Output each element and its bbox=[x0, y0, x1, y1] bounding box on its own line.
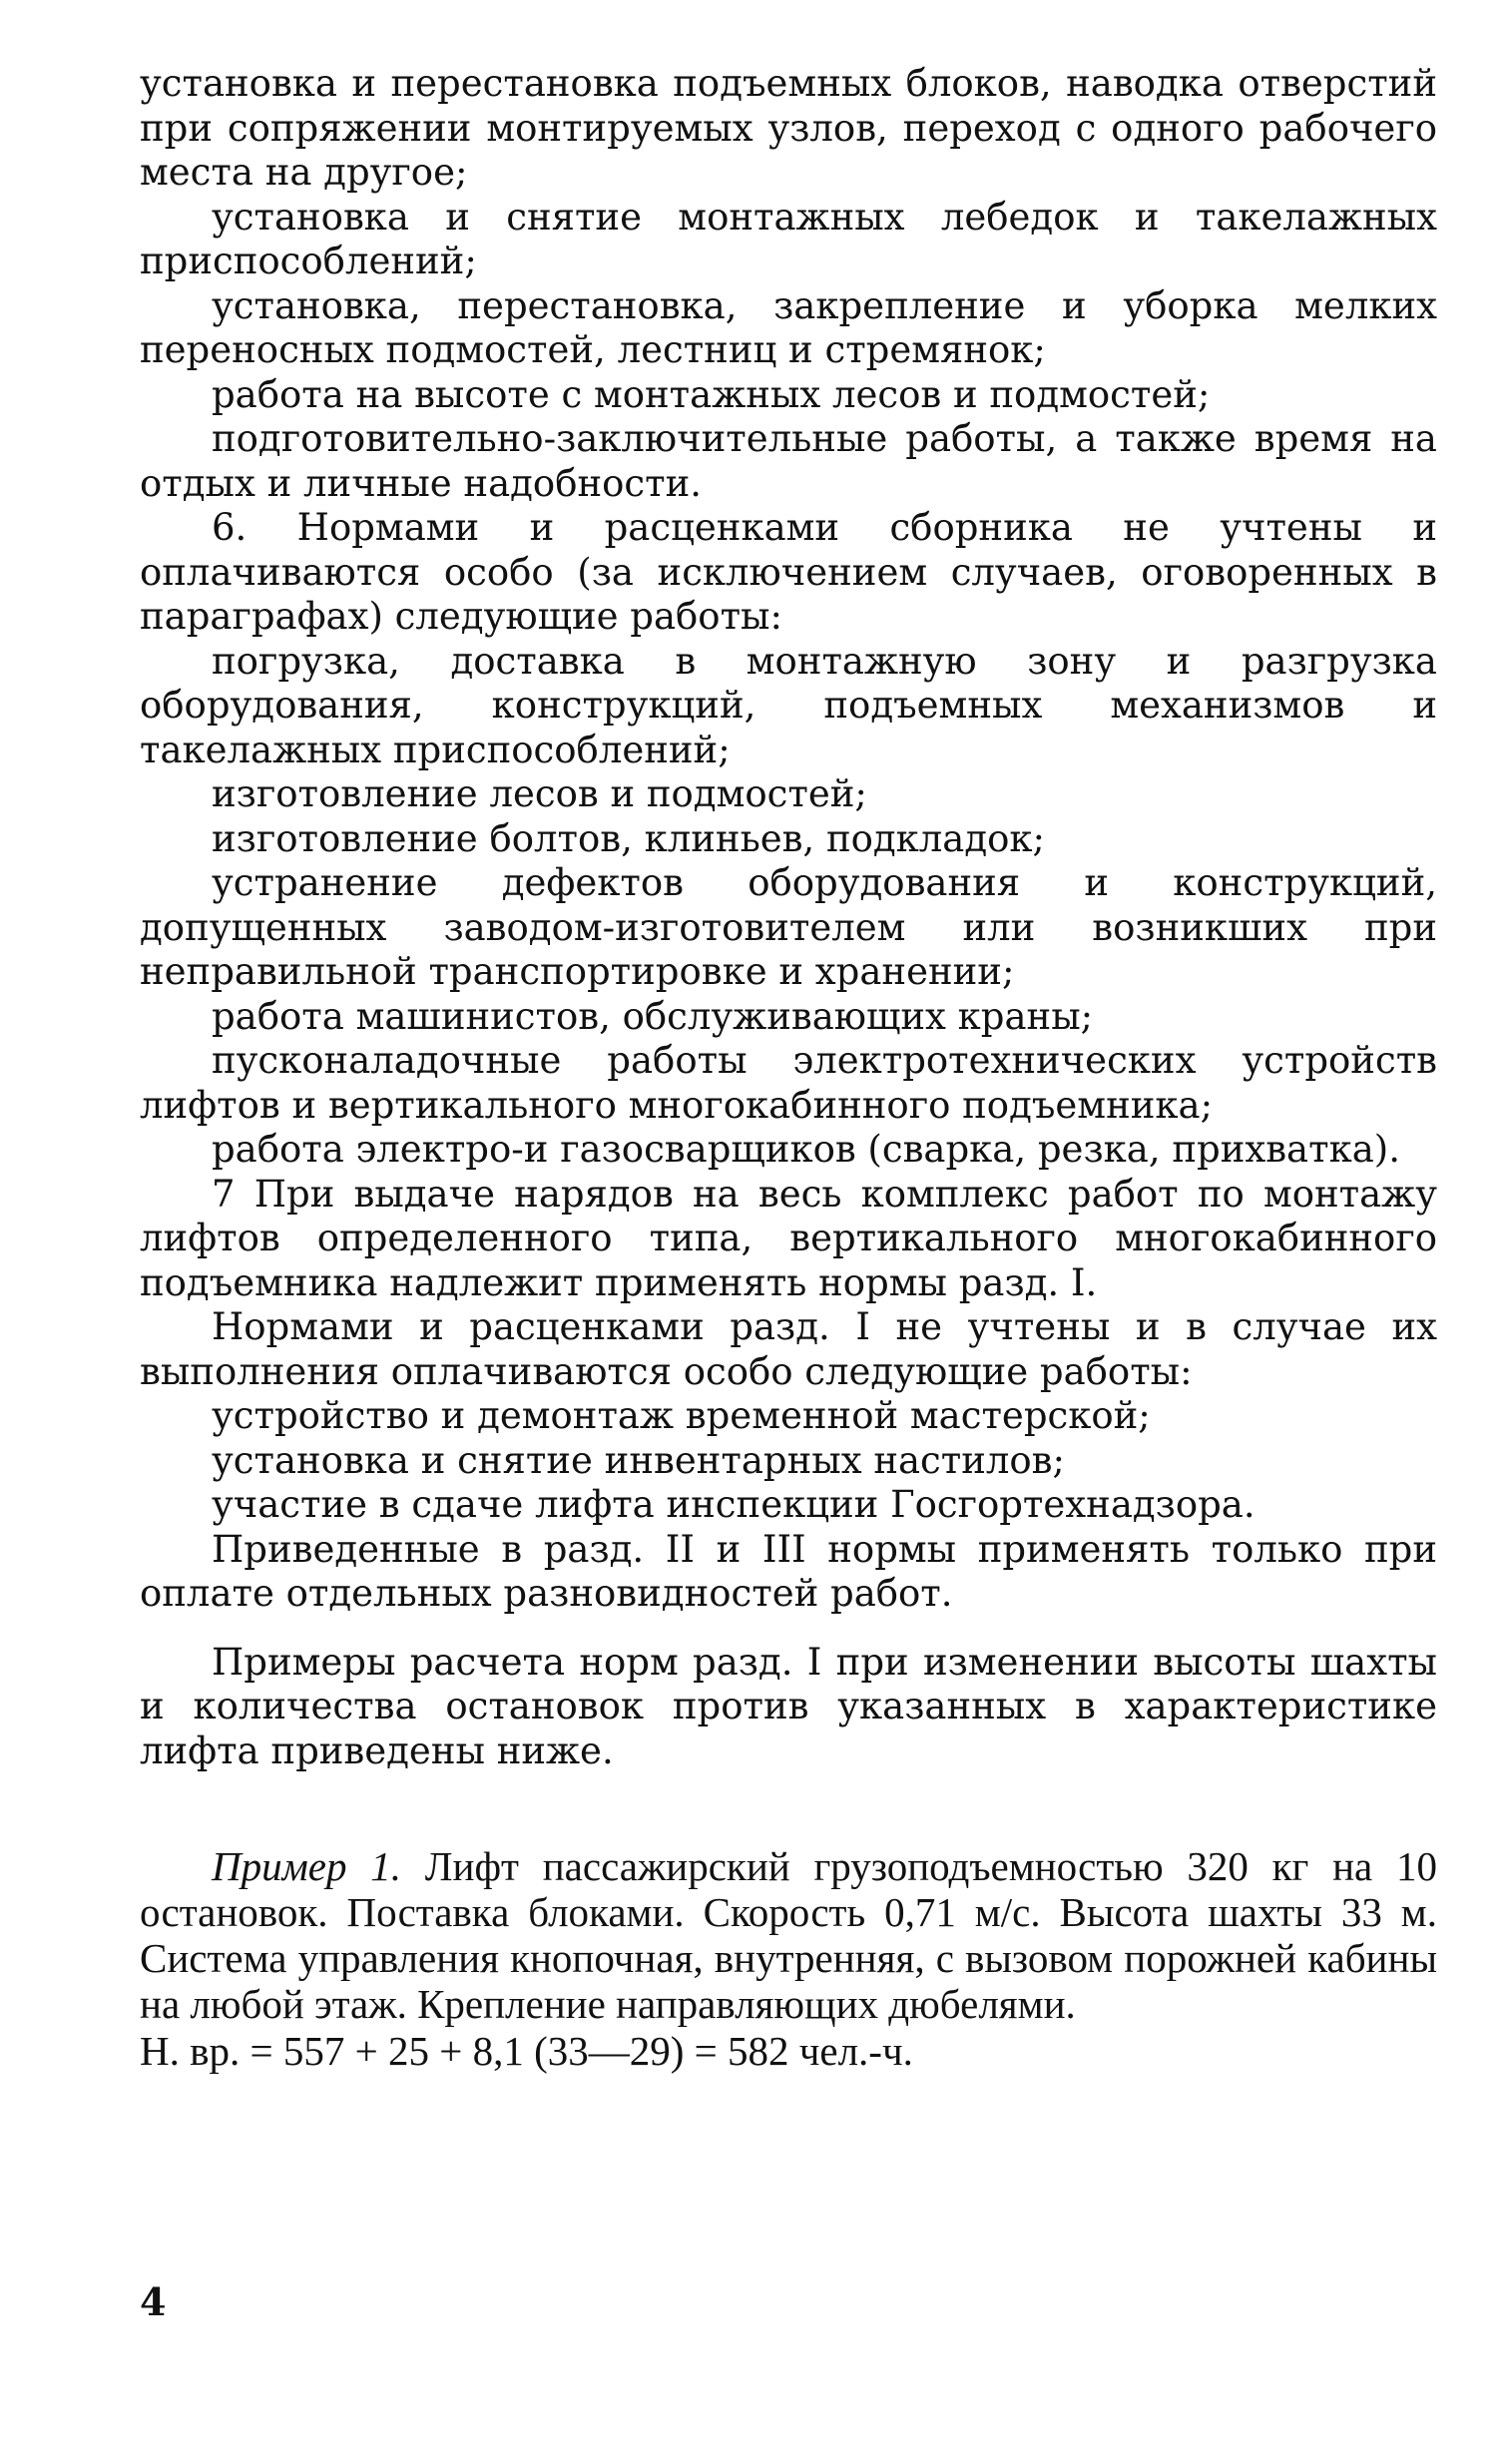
example-1 bbox=[140, 1843, 1437, 2027]
paragraph-8: изготовление лесов и подмостей; bbox=[212, 772, 867, 815]
paragraph-4: работа на высоте с монтажных лесов и подмостей; bbox=[212, 372, 1211, 416]
formula: Н. вр. = 557 + 25 + 8,1 (33—29) = 582 чел.-ч. bbox=[140, 2028, 913, 2074]
paragraph-3: установка, перестановка, закрепление и уборка мелких переносных подмостей, лестниц и стремянок; bbox=[140, 283, 1437, 371]
paragraph-16: устройство и демонтаж временной мастерской; bbox=[212, 1394, 1151, 1437]
page-body bbox=[140, 62, 1437, 2075]
paragraph-5: подготовительно-заключительные работы, а также время на отдых и личные надобности. bbox=[140, 417, 1437, 505]
paragraph-13: работа электро-и газосварщиков (сварка, резка, прихватка). bbox=[212, 1128, 1400, 1171]
paragraph-14: 7 При выдаче нарядов на весь комплекс работ по монтажу лифтов определенного типа, вертикального многокабинного подъемника надлежит применять нормы разд. I. bbox=[140, 1172, 1437, 1304]
paragraph-19: Приведенные в разд. II и III нормы применять только при оплате отдельных разновидностей работ. bbox=[140, 1527, 1437, 1615]
paragraph-10: устранение дефектов оборудования и конструкций, допущенных заводом-изготовителем или возникших при неправильной транспортировке и хранении; bbox=[140, 861, 1437, 993]
paragraph-2: установка и снятие монтажных лебедок и такелажных приспособлений; bbox=[140, 195, 1437, 282]
example-text: Лифт пассажирский грузоподъемностью 320 кг на 10 остановок. Поставка блоками. Скорость 0,71 м/с. Высота шахты 33 м. Система управления кнопочная, внутренняя, с вызовом порожней кабины на любой этаж. Крепление направляющих дюбелями. bbox=[140, 1843, 1437, 2027]
paragraph-15: Нормами и расценками разд. I не учтены и в случае их выполнения оплачиваются особо следующие работы: bbox=[140, 1305, 1437, 1393]
paragraph-1: установка и перестановка подъемных блоков, наводка отверстий при сопряжении монтируемых узлов, переход с одного рабочего места на другое; bbox=[140, 62, 1437, 194]
paragraph-6: 6. Нормами и расценками сборника не учтены и оплачиваются особо (за исключением случаев, оговоренных в параграфах) следующие работы: bbox=[140, 506, 1437, 638]
paragraph-7: погрузка, доставка в монтажную зону и разгрузка оборудования, конструкций, подъемных механизмов и такелажных приспособлений; bbox=[140, 639, 1437, 771]
paragraph-12: пусконаладочные работы электротехнических устройств лифтов и вертикального многокабинного подъемника; bbox=[140, 1039, 1437, 1127]
paragraph-18: участие в сдаче лифта инспекции Госгортехнадзора. bbox=[212, 1483, 1256, 1526]
paragraph-9: изготовление болтов, клиньев, подкладок; bbox=[212, 816, 1046, 860]
paragraph-17: установка и снятие инвентарных настилов; bbox=[212, 1438, 1065, 1482]
paragraph-20: Примеры расчета норм разд. I при изменении высоты шахты и количества остановок против указанных в характеристике лифта приведены ниже. bbox=[140, 1640, 1437, 1772]
example-label: Пример 1. bbox=[212, 1843, 401, 1889]
paragraph-11: работа машинистов, обслуживающих краны; bbox=[212, 994, 1094, 1038]
page-number: 4 bbox=[140, 2279, 167, 2324]
